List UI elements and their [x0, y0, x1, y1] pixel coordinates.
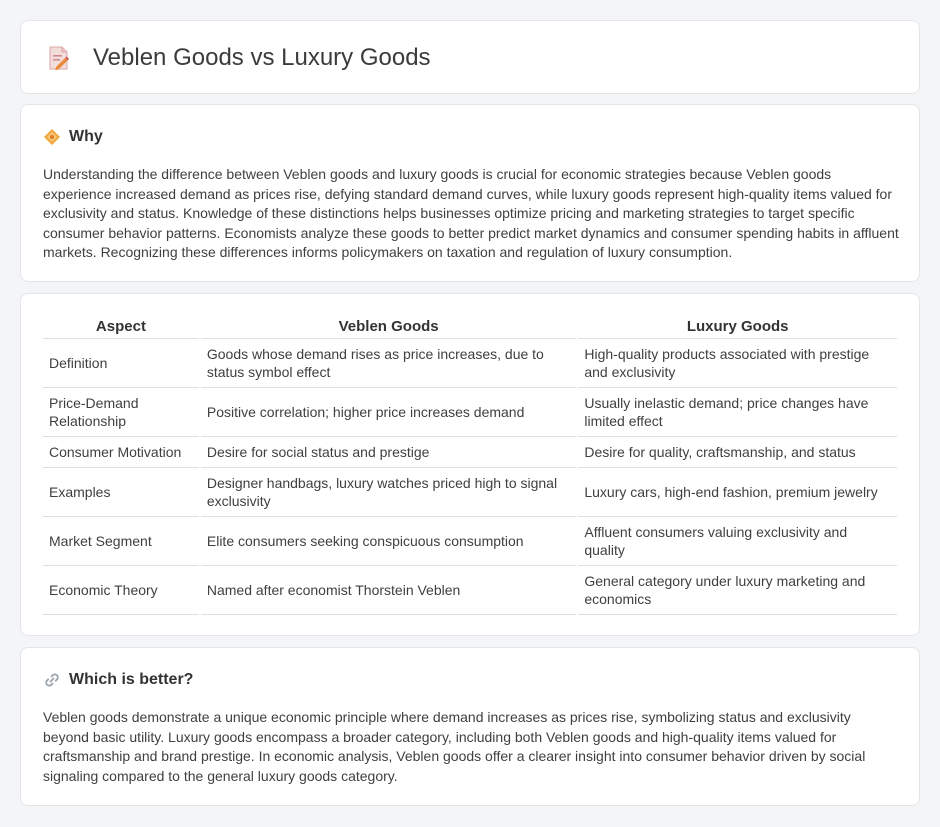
table-cell-veblen: Desire for social status and prestige — [200, 436, 577, 467]
column-header-veblen: Veblen Goods — [200, 316, 577, 338]
why-section — [20, 104, 920, 282]
table-row — [43, 565, 898, 614]
which-heading — [43, 670, 193, 690]
link-icon — [43, 671, 61, 689]
table-cell-luxury: Usually inelastic demand; price changes have limited effect — [577, 387, 898, 436]
table-cell-veblen: Named after economist Thorstein Veblen — [200, 565, 577, 614]
table-cell-veblen: Designer handbags, luxury watches priced high to signal exclusivity — [200, 467, 577, 516]
table-row — [43, 387, 898, 436]
why-heading — [43, 127, 103, 147]
table-cell-aspect: Definition — [43, 338, 200, 387]
table-cell-veblen: Elite consumers seeking conspicuous consumption — [200, 516, 577, 565]
which-section — [20, 647, 920, 806]
table-row — [43, 516, 898, 565]
comparison-table — [43, 316, 899, 615]
table-cell-aspect: Examples — [43, 467, 200, 516]
table-cell-luxury: General category under luxury marketing and economics — [577, 565, 898, 614]
comparison-section — [20, 293, 920, 636]
table-cell-veblen: Positive correlation; higher price increases demand — [200, 387, 577, 436]
header-card — [20, 20, 920, 94]
table-cell-aspect: Consumer Motivation — [43, 436, 200, 467]
table-header-row — [43, 316, 898, 338]
table-cell-veblen: Goods whose demand rises as price increases, due to status symbol effect — [200, 338, 577, 387]
table-cell-luxury: High-quality products associated with prestige and exclusivity — [577, 338, 898, 387]
page-title: Veblen Goods vs Luxury Goods — [93, 44, 431, 71]
table-row — [43, 338, 898, 387]
table-cell-luxury: Luxury cars, high-end fashion, premium jewelry — [577, 467, 898, 516]
diamond-icon — [43, 128, 61, 146]
table-cell-aspect: Market Segment — [43, 516, 200, 565]
table-cell-luxury: Desire for quality, craftsmanship, and status — [577, 436, 898, 467]
table-row — [43, 467, 898, 516]
document-edit-icon — [47, 45, 71, 71]
table-cell-aspect: Economic Theory — [43, 565, 200, 614]
which-title: Which is better? — [69, 671, 194, 688]
table-cell-luxury: Affluent consumers valuing exclusivity and quality — [577, 516, 898, 565]
why-text: Understanding the difference between Veblen goods and luxury goods is crucial for economic strategies because Veblen goods experience increased demand as prices rise, defying standard demand curves, while luxury goods represent high-quality items valued for exclusivity and status. Knowledge of these distinctions helps businesses optimize pricing and marketing strategies to target specific consumer behavior patterns. Economists analyze these goods to better predict market dynamics and consumer spending habits in affluent markets. Recognizing these differences informs policymakers on taxation and regulation of luxury consumption. — [43, 166, 899, 261]
why-title: Why — [69, 128, 103, 145]
column-header-luxury: Luxury Goods — [577, 316, 898, 338]
which-text: Veblen goods demonstrate a unique economic principle where demand increases as prices rise, symbolizing status and exclusivity beyond basic utility. Luxury goods encompass a broader category, including both Veblen goods and high-quality items valued for craftsmanship and brand prestige. In economic analysis, Veblen goods offer a clearer insight into consumer behavior driven by social signaling compared to the general luxury goods category. — [43, 709, 866, 784]
table-cell-aspect: Price-Demand Relationship — [43, 387, 200, 436]
column-header-aspect: Aspect — [43, 316, 200, 338]
table-row — [43, 436, 898, 467]
